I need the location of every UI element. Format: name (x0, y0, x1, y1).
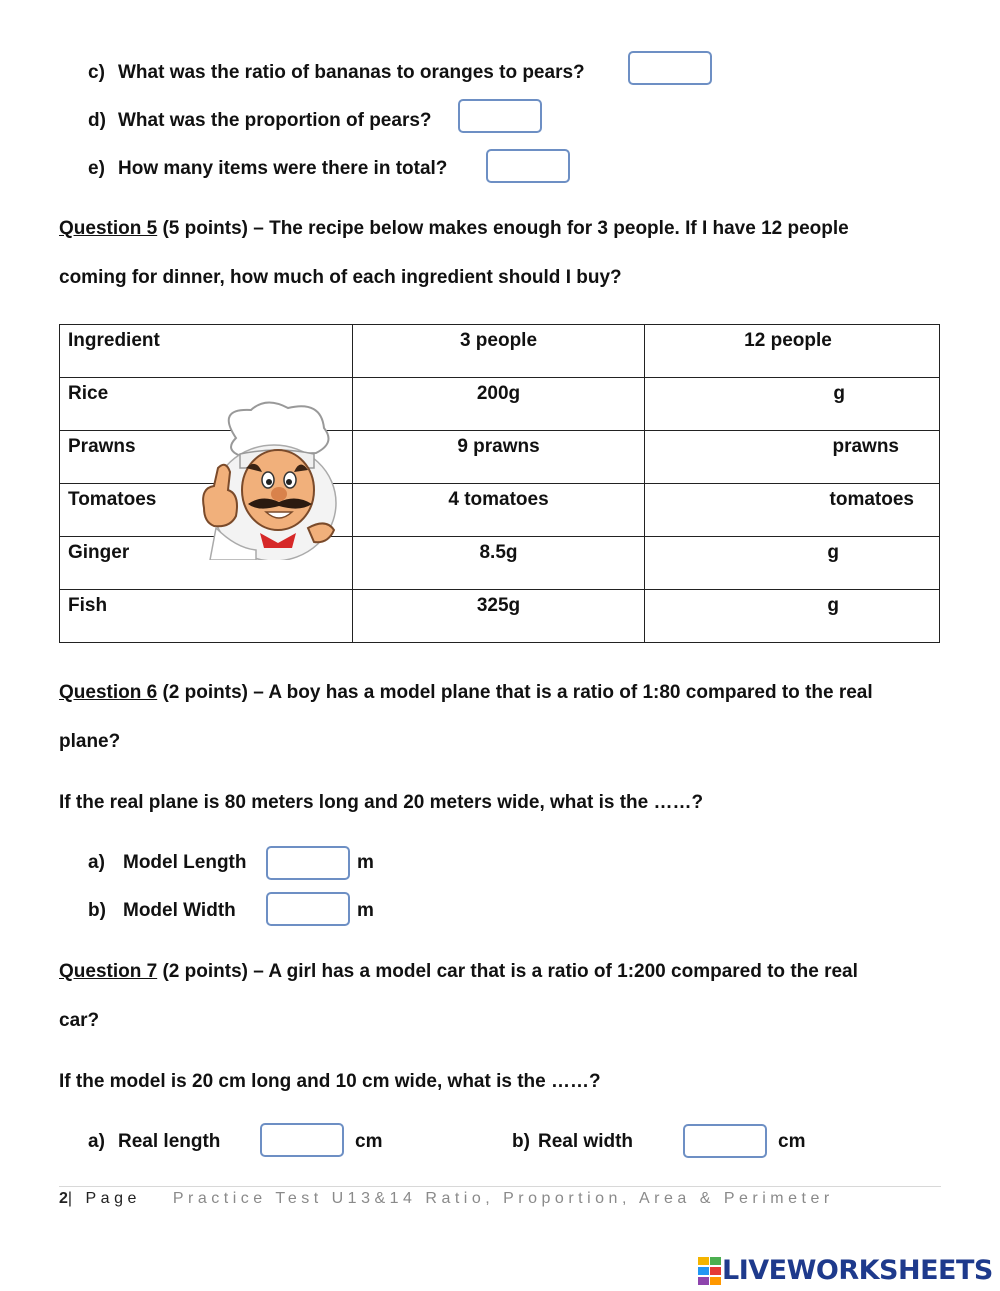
q4-item-e-letter: e) (88, 158, 105, 179)
unit-label: tomatoes (829, 489, 914, 510)
q7-part-b-letter: b) (512, 1131, 530, 1152)
twelve-people-answer-cell[interactable] (645, 590, 940, 643)
model-width-input[interactable] (266, 892, 350, 926)
q7-part-a-unit: cm (355, 1131, 383, 1152)
chef-pupil-left (266, 479, 272, 485)
q7-part-b-unit: cm (778, 1131, 806, 1152)
q4-item-e-text: How many items were there in total? (118, 158, 448, 179)
q4-item-d-letter: d) (88, 110, 106, 131)
page-number: 2 (59, 1190, 68, 1207)
q4-item-c-letter: c) (88, 62, 105, 83)
q6-part-b-letter: b) (88, 900, 106, 921)
three-people-cell: 8.5g (353, 537, 645, 590)
unit-label: prawns (832, 436, 899, 457)
q5-prompt-line2: coming for dinner, how much of each ingredient should I buy? (59, 267, 622, 288)
q6-prompt-line1 (59, 682, 873, 704)
q6-part-a-letter: a) (88, 852, 105, 873)
real-length-input[interactable] (260, 1123, 344, 1157)
chef-other-hand (308, 523, 334, 542)
footer-divider (59, 1186, 941, 1187)
ingredient-cell: Prawns (60, 431, 353, 484)
table-row (60, 484, 940, 537)
q4-c-answer-input[interactable] (628, 51, 712, 85)
ingredient-cell: Tomatoes (60, 484, 353, 537)
ingredient-cell: Fish (60, 590, 353, 643)
q6-part-a-label: Model Length (123, 852, 247, 873)
q4-d-answer-input[interactable] (458, 99, 542, 133)
liveworksheets-logo-icon (698, 1257, 722, 1285)
liveworksheets-wordmark: LIVEWORKSHEETS (722, 1255, 993, 1286)
q7-sub-prompt: If the model is 20 cm long and 10 cm wide, what is the ……? (59, 1071, 601, 1092)
q7-prompt-line1 (59, 961, 858, 983)
q7-part-b-label: Real width (538, 1131, 634, 1152)
q7-part-a-letter: a) (88, 1131, 105, 1152)
header-3-people: 3 people (353, 325, 645, 378)
q6-sub-prompt: If the real plane is 80 meters long and 20 meters wide, what is the ……? (59, 792, 704, 813)
unit-label: g (833, 383, 845, 404)
three-people-cell: 4 tomatoes (353, 484, 645, 537)
q6-part-b-unit: m (357, 900, 374, 921)
three-people-cell: 325g (353, 590, 645, 643)
q6-title: Question 6 (59, 682, 158, 703)
q6-part-b-label: Model Width (123, 900, 236, 921)
page-footer (59, 1190, 834, 1208)
table-header-row (60, 325, 940, 378)
ingredient-cell: Ginger (60, 537, 353, 590)
q7-prompt-line2: car? (59, 1010, 100, 1031)
unit-label: g (827, 542, 839, 563)
table-row (60, 431, 940, 484)
recipe-table (59, 324, 940, 643)
chef-illustration (196, 398, 346, 560)
q6-part-a-unit: m (357, 852, 374, 873)
table-row (60, 590, 940, 643)
header-12-people: 12 people (645, 325, 940, 378)
twelve-people-answer-cell[interactable] (645, 484, 940, 537)
three-people-cell: 200g (353, 378, 645, 431)
three-people-cell: 9 prawns (353, 431, 645, 484)
q4-item-c-text: What was the ratio of bananas to oranges to pears? (118, 62, 585, 83)
twelve-people-answer-cell[interactable] (645, 378, 940, 431)
q7-part-a-label: Real length (118, 1131, 221, 1152)
q5-title: Question 5 (59, 218, 158, 239)
q7-title: Question 7 (59, 961, 158, 982)
table-row (60, 537, 940, 590)
twelve-people-answer-cell[interactable] (645, 431, 940, 484)
footer-title: Practice Test U13&14 Ratio, Proportion, Area & Perimeter (172, 1190, 834, 1207)
q7-text-1: (2 points) – A girl has a model car that is a ratio of 1:200 compared to the real (157, 961, 858, 982)
model-length-input[interactable] (266, 846, 350, 880)
q6-prompt-line2: plane? (59, 731, 121, 752)
q5-prompt-line1 (59, 218, 849, 240)
chef-nose (271, 487, 287, 501)
table-row (60, 378, 940, 431)
chef-pupil-right (286, 479, 292, 485)
header-ingredient: Ingredient (60, 325, 353, 378)
q4-item-d-text: What was the proportion of pears? (118, 110, 432, 131)
liveworksheets-logo (698, 1255, 993, 1286)
page-label: | Page (67, 1190, 141, 1207)
real-width-input[interactable] (683, 1124, 767, 1158)
q4-e-answer-input[interactable] (486, 149, 570, 183)
q6-text-1: (2 points) – A boy has a model plane that is a ratio of 1:80 compared to the real (157, 682, 873, 703)
twelve-people-answer-cell[interactable] (645, 537, 940, 590)
q5-text-1: (5 points) – The recipe below makes enough for 3 people. If I have 12 people (157, 218, 849, 239)
unit-label: g (827, 595, 839, 616)
ingredient-cell: Rice (60, 378, 353, 431)
